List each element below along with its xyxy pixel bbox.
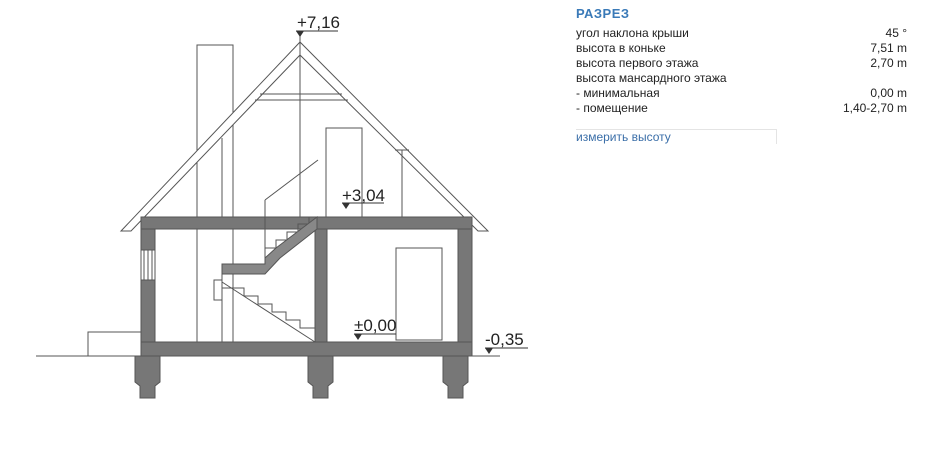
level-label-first-floor: +3,04 (342, 186, 386, 205)
roof (121, 34, 488, 231)
level-label-terrain: -0,35 (485, 330, 524, 349)
level-label-ridge: +7,16 (297, 13, 341, 32)
info-row-attic-room (576, 101, 907, 116)
ground-floor-door (396, 248, 442, 340)
info-label: - минимальная (576, 86, 660, 100)
info-row-ridge-height (576, 41, 907, 56)
info-label: высота мансардного этажа (576, 71, 727, 85)
info-value: 0,00 m (870, 86, 907, 100)
info-value: 2,70 m (870, 56, 907, 70)
level-label-ground: ±0,00 (354, 316, 397, 335)
info-label: угол наклона крыши (576, 26, 689, 40)
level-marker-ground (354, 316, 396, 340)
info-value: 7,51 m (870, 41, 907, 55)
level-marker-terrain (485, 330, 528, 354)
level-marker-ridge (296, 13, 340, 37)
info-row-first-floor-height (576, 56, 907, 71)
structure (135, 217, 472, 398)
info-label: высота первого этажа (576, 56, 699, 70)
info-value: 45 ° (885, 26, 907, 40)
info-row-attic-height (576, 71, 907, 86)
info-row-roof-angle (576, 26, 907, 41)
window (144, 250, 152, 280)
info-label: - помещение (576, 101, 648, 115)
info-value: 1,40-2,70 m (842, 101, 907, 115)
info-label: высота в коньке (576, 41, 666, 55)
measure-height-link[interactable]: измерить высоту (576, 129, 777, 144)
section-title: РАЗРЕЗ (576, 6, 630, 21)
level-marker-first-floor (342, 186, 385, 209)
section-info-panel (576, 6, 907, 144)
info-row-attic-minimum (576, 86, 907, 101)
